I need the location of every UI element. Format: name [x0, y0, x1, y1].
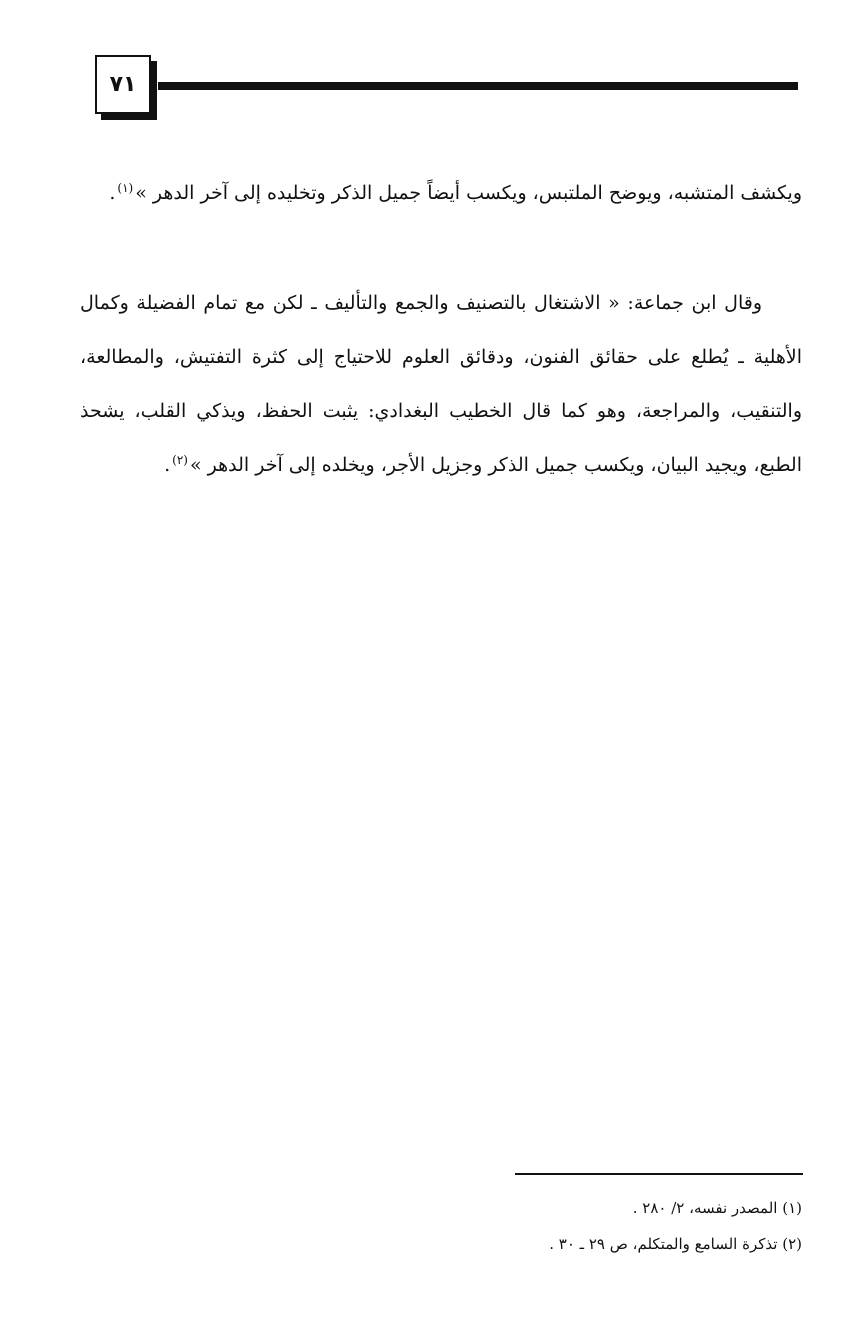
paragraph-1-end: .	[109, 182, 116, 204]
page-number: ٧١	[109, 72, 137, 97]
paragraph-2-text: وقال ابن جماعة: « الاشتغال بالتصنيف والجمع والتأليف ـ لكن مع تمام الفضيلة وكمال الأهلية ـ يُطلع على حقائق الفنون، ودقائق العلوم للاحتياج إلى كثرة التفتيش، والمطالعة، والتنقيب، والمراجعة، وهو كما قال الخطيب البغدادي: يثبت الحفظ، ويذكي القلب، يشحذ الطبع، ويجيد البيان، ويكسب جميل الذكر وجزيل الأجر، ويخلده إلى آخر الدهر »	[80, 292, 802, 476]
page-number-box	[95, 55, 151, 114]
paragraph-2	[80, 276, 802, 492]
footnote-separator	[515, 1173, 803, 1175]
paragraph-2-end: .	[164, 454, 171, 476]
footnote-2: (٢) تذكرة السامع والمتكلم، ص ٢٩ ـ ٣٠ .	[549, 1235, 802, 1253]
header-rule	[158, 82, 798, 90]
footnotes	[80, 1190, 802, 1262]
footnote-1: (١) المصدر نفسه، ٢/ ٢٨٠ .	[632, 1199, 802, 1217]
paragraph-1	[80, 166, 802, 220]
footnote-ref-1: (١)	[117, 180, 134, 195]
footnote-ref-2: (٢)	[172, 452, 188, 467]
paragraph-1-text: ويكشف المتشبه، ويوضح الملتبس، ويكسب أيضاً جميل الذكر وتخليده إلى آخر الدهر »	[135, 182, 802, 204]
